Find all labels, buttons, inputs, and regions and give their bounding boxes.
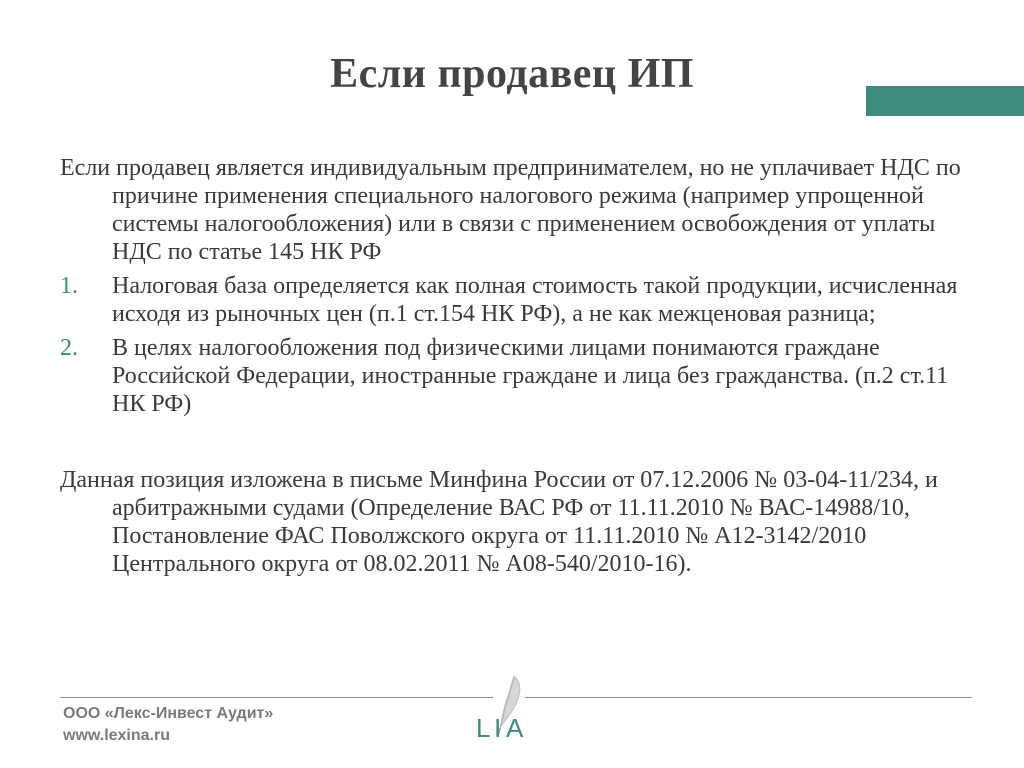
logo-letter-a: A xyxy=(506,713,524,743)
slide-content xyxy=(60,154,975,578)
list-item-number: 2. xyxy=(60,335,78,361)
list-item-number: 1. xyxy=(60,273,78,299)
footer-website-link[interactable]: www.lexina.ru xyxy=(63,727,170,744)
list-item xyxy=(60,272,975,328)
intro-paragraph: Если продавец является индивидуальным предпринимателем, но не уплачивает НДС по причине применения специального налогового режима (например упрощенной системы налогообложения) или в связи с применением освобождения от уплаты НДС по статье 145 НК РФ xyxy=(60,155,961,265)
footer-company-name: ООО «Лекс-Инвест Аудит» xyxy=(63,705,274,722)
accent-bar xyxy=(866,86,1024,116)
logo-letter-l: L xyxy=(476,713,491,743)
feather-quill-icon xyxy=(470,670,540,750)
list-item xyxy=(60,334,975,418)
slide-title: Если продавец ИП xyxy=(330,51,694,97)
logo-letter-i: I xyxy=(494,713,502,743)
footer-divider-right xyxy=(525,697,972,698)
list-item-text: Налоговая база определяется как полная стоимость такой продукции, исчисленная исходя из рыночных цен (п.1 ст.154 НК РФ), а не как межценовая разница; xyxy=(112,273,958,327)
list-item-text: В целях налогообложения под физическими лицами понимаются граждане Российской Федерации, иностранные граждане и лица без гражданства. (п.2 ст.11 НК РФ) xyxy=(112,335,949,417)
company-logo xyxy=(470,670,540,750)
closing-paragraph: Данная позиция изложена в письме Минфина России от 07.12.2006 № 03-04-11/234, и арбитражными судами (Определение ВАС РФ от 11.11.2010 № ВАС-14988/10, Постановление ФАС Поволжского округа от 11.11.2010 № А12-3142/2010 Центрального округа от 08.02.2011 № А08-540/2010-16). xyxy=(60,467,938,577)
footer-divider-left xyxy=(60,697,493,698)
